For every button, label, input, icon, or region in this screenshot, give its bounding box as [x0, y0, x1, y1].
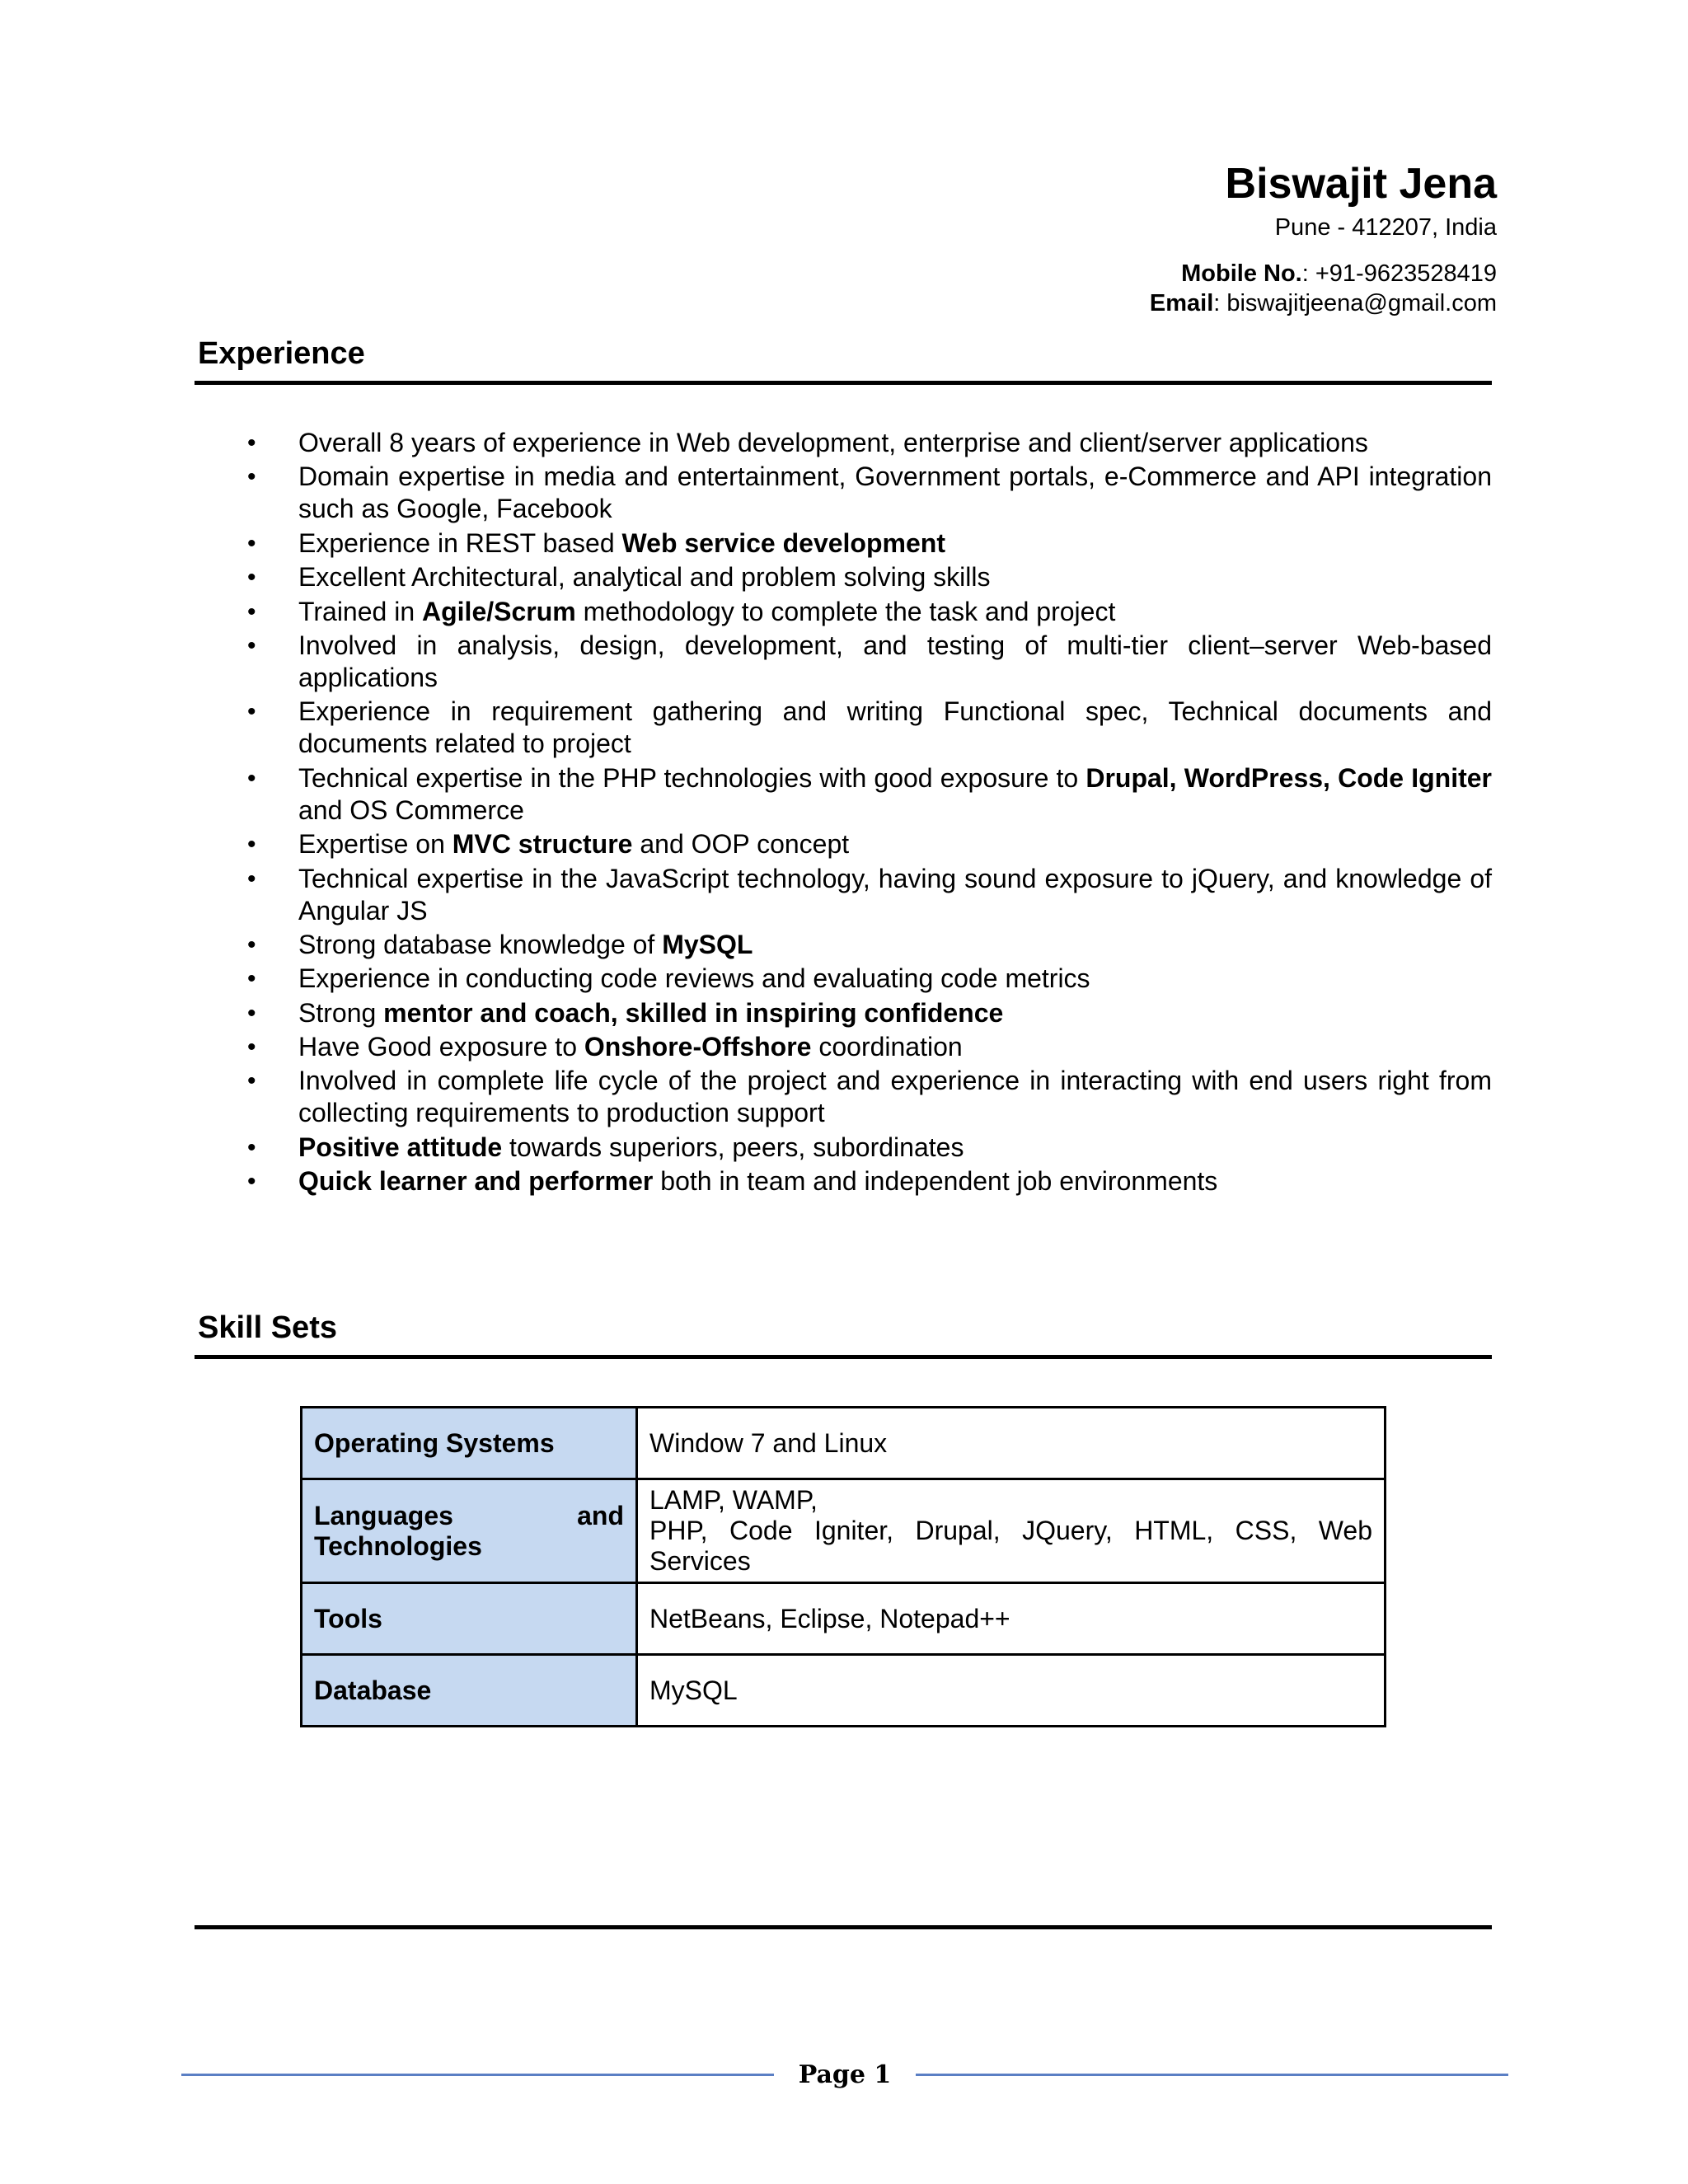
skill-value-languages-line2: PHP, Code Igniter, Drupal, JQuery, HTML, CSS, Web Services [649, 1516, 1372, 1576]
bold-text: Positive attitude [298, 1132, 503, 1162]
skill-value-os: Window 7 and Linux [637, 1408, 1386, 1479]
item-text: Technical expertise in the PHP technologies with good exposure to [298, 762, 1086, 793]
skill-value-languages-line1: LAMP, WAMP, [649, 1485, 818, 1515]
item-text: coordination [811, 1032, 963, 1062]
bold-text: mentor and coach, skilled in inspiring confidence [383, 997, 1004, 1028]
item-text: Involved in complete life cycle of the project and experience in interacting with end users right from collecting requirements to production support [298, 1066, 1492, 1128]
item-text: towards superiors, peers, subordinates [502, 1132, 964, 1162]
list-item [247, 1165, 1492, 1197]
bold-text: Onshore-Offshore [584, 1032, 812, 1062]
footer-line-left [181, 2074, 774, 2076]
item-text: Overall 8 years of experience in Web development, enterprise and client/server applications [298, 428, 1368, 457]
email-address: : biswajitjeena@gmail.com [1213, 290, 1497, 316]
list-item [247, 828, 1492, 860]
item-text: Experience in REST based [298, 527, 622, 558]
skill-key-os: Operating Systems [302, 1408, 637, 1479]
list-item [247, 963, 1492, 995]
bold-text: MySQL [662, 929, 753, 959]
table-row [302, 1583, 1386, 1655]
item-text: Have Good exposure to [298, 1032, 584, 1062]
list-item [247, 1132, 1492, 1164]
candidate-name: Biswajit Jena [1225, 160, 1497, 208]
item-text: and OOP concept [632, 829, 850, 860]
bold-text: MVC structure [452, 829, 633, 860]
skill-value-database: MySQL [637, 1655, 1386, 1727]
mobile-label: Mobile No. [1181, 260, 1302, 287]
table-row [302, 1655, 1386, 1727]
list-item [247, 997, 1492, 1029]
email-label: Email [1149, 290, 1214, 316]
item-text: Strong database knowledge of [298, 929, 663, 959]
resume-header [1150, 157, 1497, 318]
skills-table [300, 1406, 1386, 1727]
skill-key-technologies-word: Technologies [314, 1530, 482, 1561]
experience-rule [195, 381, 1492, 385]
bottom-rule [195, 1925, 1492, 1929]
list-item [247, 630, 1492, 694]
list-item [247, 696, 1492, 760]
item-text: Domain expertise in media and entertainment, Government portals, e-Commerce and API integration such as Google, Facebook [298, 462, 1492, 524]
item-text: Excellent Architectural, analytical and problem solving skills [298, 562, 991, 593]
skill-key-languages-line1 [314, 1501, 624, 1531]
list-item [247, 427, 1492, 459]
bold-text: Quick learner and performer [298, 1166, 654, 1197]
skill-key-tools: Tools [302, 1583, 637, 1655]
bold-text: Web service development [621, 527, 945, 558]
skill-key-database: Database [302, 1655, 637, 1727]
skill-key-languages-word: Languages [314, 1500, 453, 1530]
list-item [247, 561, 1492, 593]
item-text: Strong [298, 997, 384, 1028]
table-row [302, 1408, 1386, 1479]
list-item [247, 527, 1492, 560]
page-number: Page 1 [798, 2060, 892, 2089]
candidate-address: Pune - 412207, India [1274, 214, 1497, 241]
skill-value-languages [637, 1479, 1386, 1583]
list-item [247, 1065, 1492, 1129]
experience-heading: Experience [198, 336, 365, 371]
item-text: methodology to complete the task and project [575, 596, 1116, 626]
page-footer [181, 2060, 1508, 2089]
item-text: Expertise on [298, 829, 452, 860]
experience-list [247, 427, 1492, 1200]
bold-text: Drupal, WordPress, Code Igniter [1085, 762, 1493, 793]
list-item [247, 863, 1492, 927]
email-line [1150, 288, 1497, 318]
skill-key-and-word: and [577, 1500, 624, 1530]
contact-block [1150, 259, 1497, 318]
item-text: and OS Commerce [298, 794, 524, 825]
item-text: Involved in analysis, design, development, and testing of multi-tier client–server Web-based applications [298, 630, 1492, 692]
table-row [302, 1479, 1386, 1583]
skills-rule [195, 1355, 1492, 1359]
skill-key-languages [302, 1479, 637, 1583]
item-text: both in team and independent job environments [653, 1166, 1218, 1197]
item-text: Experience in conducting code reviews and evaluating code metrics [298, 963, 1090, 994]
list-item [247, 461, 1492, 525]
list-item [247, 929, 1492, 961]
skills-heading: Skill Sets [198, 1310, 337, 1345]
mobile-number: : +91-9623528419 [1301, 260, 1497, 287]
list-item [247, 1031, 1492, 1063]
bold-text: Agile/Scrum [422, 596, 576, 626]
item-text: Experience in requirement gathering and writing Functional spec, Technical documents and documents related to project [298, 696, 1492, 759]
list-item [247, 596, 1492, 628]
skill-value-tools: NetBeans, Eclipse, Notepad++ [637, 1583, 1386, 1655]
list-item [247, 762, 1492, 827]
item-text: Technical expertise in the JavaScript technology, having sound exposure to jQuery, and knowledge of Angular JS [298, 863, 1492, 926]
footer-line-right [916, 2074, 1508, 2076]
mobile-line [1150, 259, 1497, 288]
item-text: Trained in [298, 596, 422, 626]
